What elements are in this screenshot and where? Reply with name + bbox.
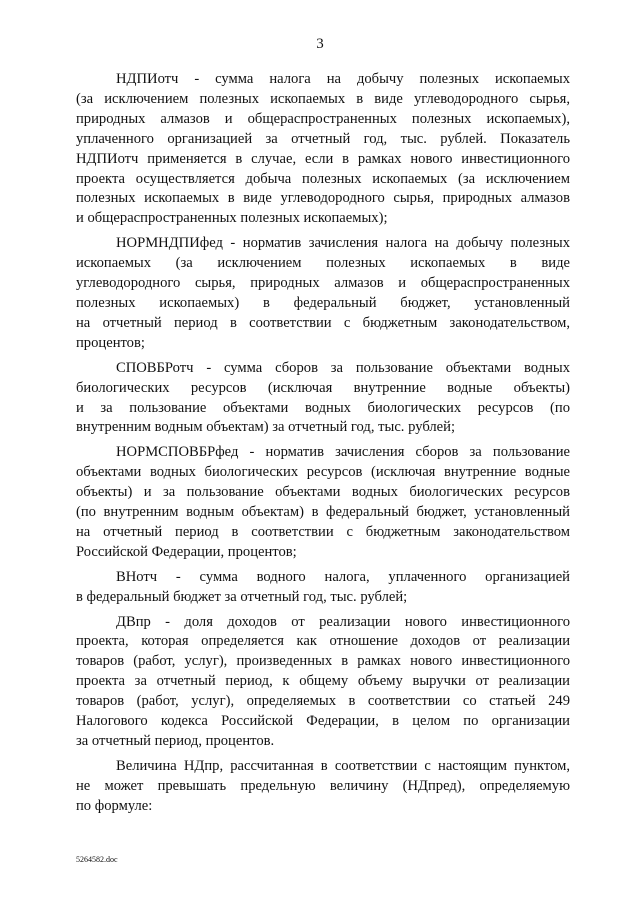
paragraph-spovbr-otch (76, 359, 570, 439)
paragraph-dv-pr (76, 613, 570, 752)
text-line: уплаченного организацией за отчетный год, тыс. рублей. Показатель (76, 130, 570, 147)
text-line: биологических ресурсов (исключая внутренние водные объекты) (76, 379, 570, 396)
text-line: углеводородного сырья, природных алмазов и общераспространенных (76, 275, 570, 292)
text-line: объекты) и за пользование объектами водных биологических ресурсов (76, 484, 570, 501)
text-line: ископаемых (за исключением полезных ископаемых в виде (76, 255, 570, 272)
text-line: полезных ископаемых) в федеральный бюджет, установленный (76, 294, 570, 311)
document-filename: 5264582.doc (76, 855, 118, 864)
text-line: проекта, которая определяется как отношение доходов от реализации (76, 633, 570, 650)
text-line: процентов; (76, 334, 145, 351)
text-line: по формуле: (76, 797, 153, 814)
text-line: НОРМСПОВБРфед - норматив зачисления сборов за пользование (116, 444, 570, 461)
text-line: и за пользование объектами водных биологических ресурсов (по (76, 399, 570, 416)
text-line: объектами водных биологических ресурсов (исключая внутренние водные (76, 464, 570, 481)
paragraph-norm-spovbr-fed (76, 443, 570, 562)
text-line: в федеральный бюджет за отчетный год, тыс. рублей; (76, 588, 408, 605)
text-line: природных алмазов и общераспространенных полезных ископаемых), (76, 110, 570, 127)
text-line: и общераспространенных полезных ископаемых); (76, 210, 388, 227)
text-line: Налогового кодекса Российской Федерации, в целом по организации (76, 713, 570, 730)
text-line: Российской Федерации, процентов; (76, 543, 297, 560)
text-line: НОРМНДПИфед - норматив зачисления налога на добычу полезных (116, 235, 570, 252)
text-line: внутренним водным объектам) за отчетный год, тыс. рублей; (76, 419, 456, 436)
text-line: ДВпр - доля доходов от реализации нового инвестиционного (116, 613, 570, 630)
text-line: на отчетный период в соответствии с бюджетным законодательством (76, 523, 570, 540)
text-line: товаров (работ, услуг), определяемых в соответствии со статьей 249 (76, 693, 570, 710)
text-line: СПОВБРотч - сумма сборов за пользование объектами водных (116, 359, 570, 376)
text-line: (за исключением полезных ископаемых в виде углеводородного сырья, (76, 90, 570, 107)
text-line: ВНотч - сумма водного налога, уплаченного организацией (116, 568, 570, 585)
text-line: Величина НДпр, рассчитанная в соответствии с настоящим пунктом, (116, 757, 570, 774)
text-line: полезных ископаемых в виде углеводородного сырья, природных алмазов (76, 190, 570, 207)
text-line: за отчетный период, процентов. (76, 733, 275, 749)
paragraph-nd-pr-limit (76, 757, 570, 817)
text-line: не может превышать предельную величину (НДпред), определяемую (76, 777, 570, 794)
text-line: на отчетный период в соответствии с бюджетным законодательством, (76, 314, 570, 331)
paragraph-norm-ndpi-fed (76, 234, 570, 353)
paragraph-ndpi-otch (76, 70, 570, 229)
text-line: НДПИотч применяется в случае, если в рамках нового инвестиционного (76, 150, 570, 167)
text-line: НДПИотч - сумма налога на добычу полезных ископаемых (116, 71, 570, 87)
paragraph-vn-otch (76, 568, 570, 608)
document-body (76, 70, 570, 822)
text-line: проекта осуществляется добыча полезных ископаемых (за исключением (76, 170, 570, 187)
text-line: (по внутренним водным объектам) в федеральный бюджет, установленный (76, 504, 570, 521)
text-line: товаров (работ, услуг), произведенных в рамках нового инвестиционного (76, 653, 570, 670)
text-line: проекта за отчетный период, к общему объему выручки от реализации (76, 673, 570, 690)
page-number: 3 (316, 36, 324, 52)
